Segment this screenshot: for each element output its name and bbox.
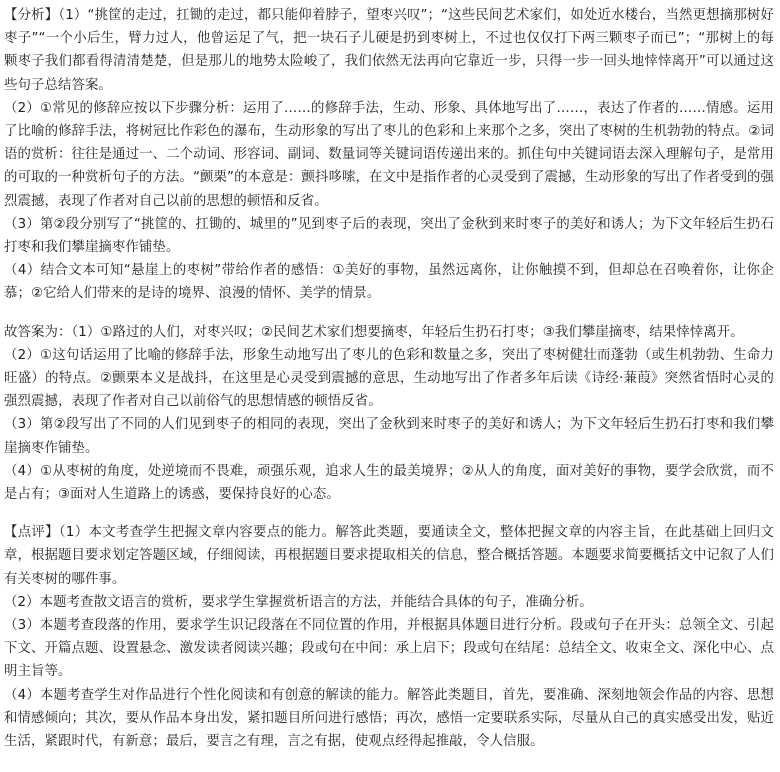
comment-paragraph-2: （2）本题考查散文语言的赏析，要求学生掌握赏析语言的方法，并能结合具体的句子，准确分析。 xyxy=(4,594,593,610)
comment-paragraph-1: 【点评】（1）本文考查学生把握文章内容要点的能力。解答此类题，要通读全文，整体把握文章的内容主旨，在此基础上回归文章，根据题目要求划定答题区域，仔细阅读，再根据题目要求提取相关的信息，整合概括答题。本题要求简要概括文中记叙了人们有关枣树的哪件事。 xyxy=(4,525,774,587)
analysis-paragraph-2: （2）①常见的修辞应按以下步骤分析：运用了……的修辞手法，生动、形象、具体地写出了……，表达了作者的……情感。运用了比喻的修辞手法，将树冠比作彩色的瀑布，生动形象的写出了枣儿的色彩和上来那个之多，突出了枣树的生机勃勃的特点。②词语的赏析：往往是通过一、二个动词、形容词、副词、数量词等关键词语传递出来的。抓住句中关键词语去深入理解句子，是常用的可取的一种赏析句子的方法。“颤栗”的本意是：颤抖哆嗦，在文中是指作者的心灵受到了震撼，生动形象的写出了作者受到的强烈震撼，表现了作者对自己以前的思想的顿悟和反省。 xyxy=(4,100,774,209)
answer-paragraph-3: （3）第②段写出了不同的人们见到枣子的相同的表现，突出了金秋到来时枣子的美好和诱人；为下文年轻后生扔石打枣和我们攀崖摘枣作铺垫。 xyxy=(4,417,774,456)
analysis-paragraph-1: 【分析】（1）“挑筐的走过，扛锄的走过，都只能仰着脖子，望枣兴叹”；“这些民间艺术家们，如处近水楼台，当然更想摘那树好枣子”“一个小后生，臂力过人，他曾运足了气，把一块石子儿硬是扔到枣树上，不过也仅仅打下两三颗枣子而已”；“那树上的每颗枣子我们都看得清清楚楚，但是那儿的地势太险峻了，我们依然无法再向它靠近一步，只得一步一回头地悻悻离开”可以通过这些句子总结答案。 xyxy=(4,8,774,93)
answer-paragraph-1: 故答案为：（1）①路过的人们，对枣兴叹；②民间艺术家们想要摘枣，年轻后生扔石打枣；③我们攀崖摘枣，结果悻悻离开。 xyxy=(4,324,744,340)
comment-paragraph-4: （4）本题考查学生对作品进行个性化阅读和有创意的解读的能力。解答此类题目，首先，要准确、深刻地领会作品的内容、思想和情感倾向；其次，要从作品本身出发，紧扣题目所问进行感悟；再次，感悟一定要联系实际，尽量从自己的真实感受出发，贴近生活，紧跟时代，有新意；最后，要言之有理，言之有据，使观点经得起推敲，令人信服。 xyxy=(4,687,774,750)
section-spacer xyxy=(4,306,774,321)
section-spacer xyxy=(4,506,774,521)
answer-paragraph-4: （4）①从枣树的角度，处逆境而不畏难，顽强乐观，追求人生的最美境界；②从人的角度，面对美好的事物，要学会欣赏，而不是占有；③面对人生道路上的诱惑，要保持良好的心态。 xyxy=(4,463,774,503)
analysis-section xyxy=(4,4,774,306)
answer-section xyxy=(4,321,774,507)
answer-paragraph-2: （2）①这句话运用了比喻的修辞手法，形象生动地写出了枣儿的色彩和数量之多，突出了枣树健壮而蓬勃（或生机勃勃、生命力旺盛）的特点。②颤栗本义是战抖，在这里是心灵受到震撼的意思，生动地写出了作者多年后读《诗经·蒹葭》突然省悟时心灵的强烈震撼，表现了作者对自己以前俗气的思想情感的顿悟反省。 xyxy=(4,347,774,410)
comment-section xyxy=(4,521,774,753)
analysis-paragraph-3: （3）第②段分别写了“挑筐的、扛锄的、城里的”见到枣子后的表现，突出了金秋到来时枣子的美好和诱人；为下文年轻后生扔石打枣和我们攀崖摘枣作铺垫。 xyxy=(4,216,774,256)
comment-paragraph-3: （3）本题考查段落的作用，要求学生识记段落在不同位置的作用，并根据具体题目进行分析。段或句子在开头：总领全文、引起下文、开篇点题、设置悬念、激发读者阅读兴趣；段或句在中间：承上启下；段或句在结尾：总结全文、收束全文、深化中心、点明主旨等。 xyxy=(4,618,774,680)
analysis-paragraph-4: （4）结合文本可知“悬崖上的枣树”带给作者的感悟：①美好的事物，虽然远离你，让你触摸不到，但却总在召唤着你，让你企慕；②它给人们带来的是诗的境界、浪漫的情怀、美学的情景。 xyxy=(4,263,774,302)
